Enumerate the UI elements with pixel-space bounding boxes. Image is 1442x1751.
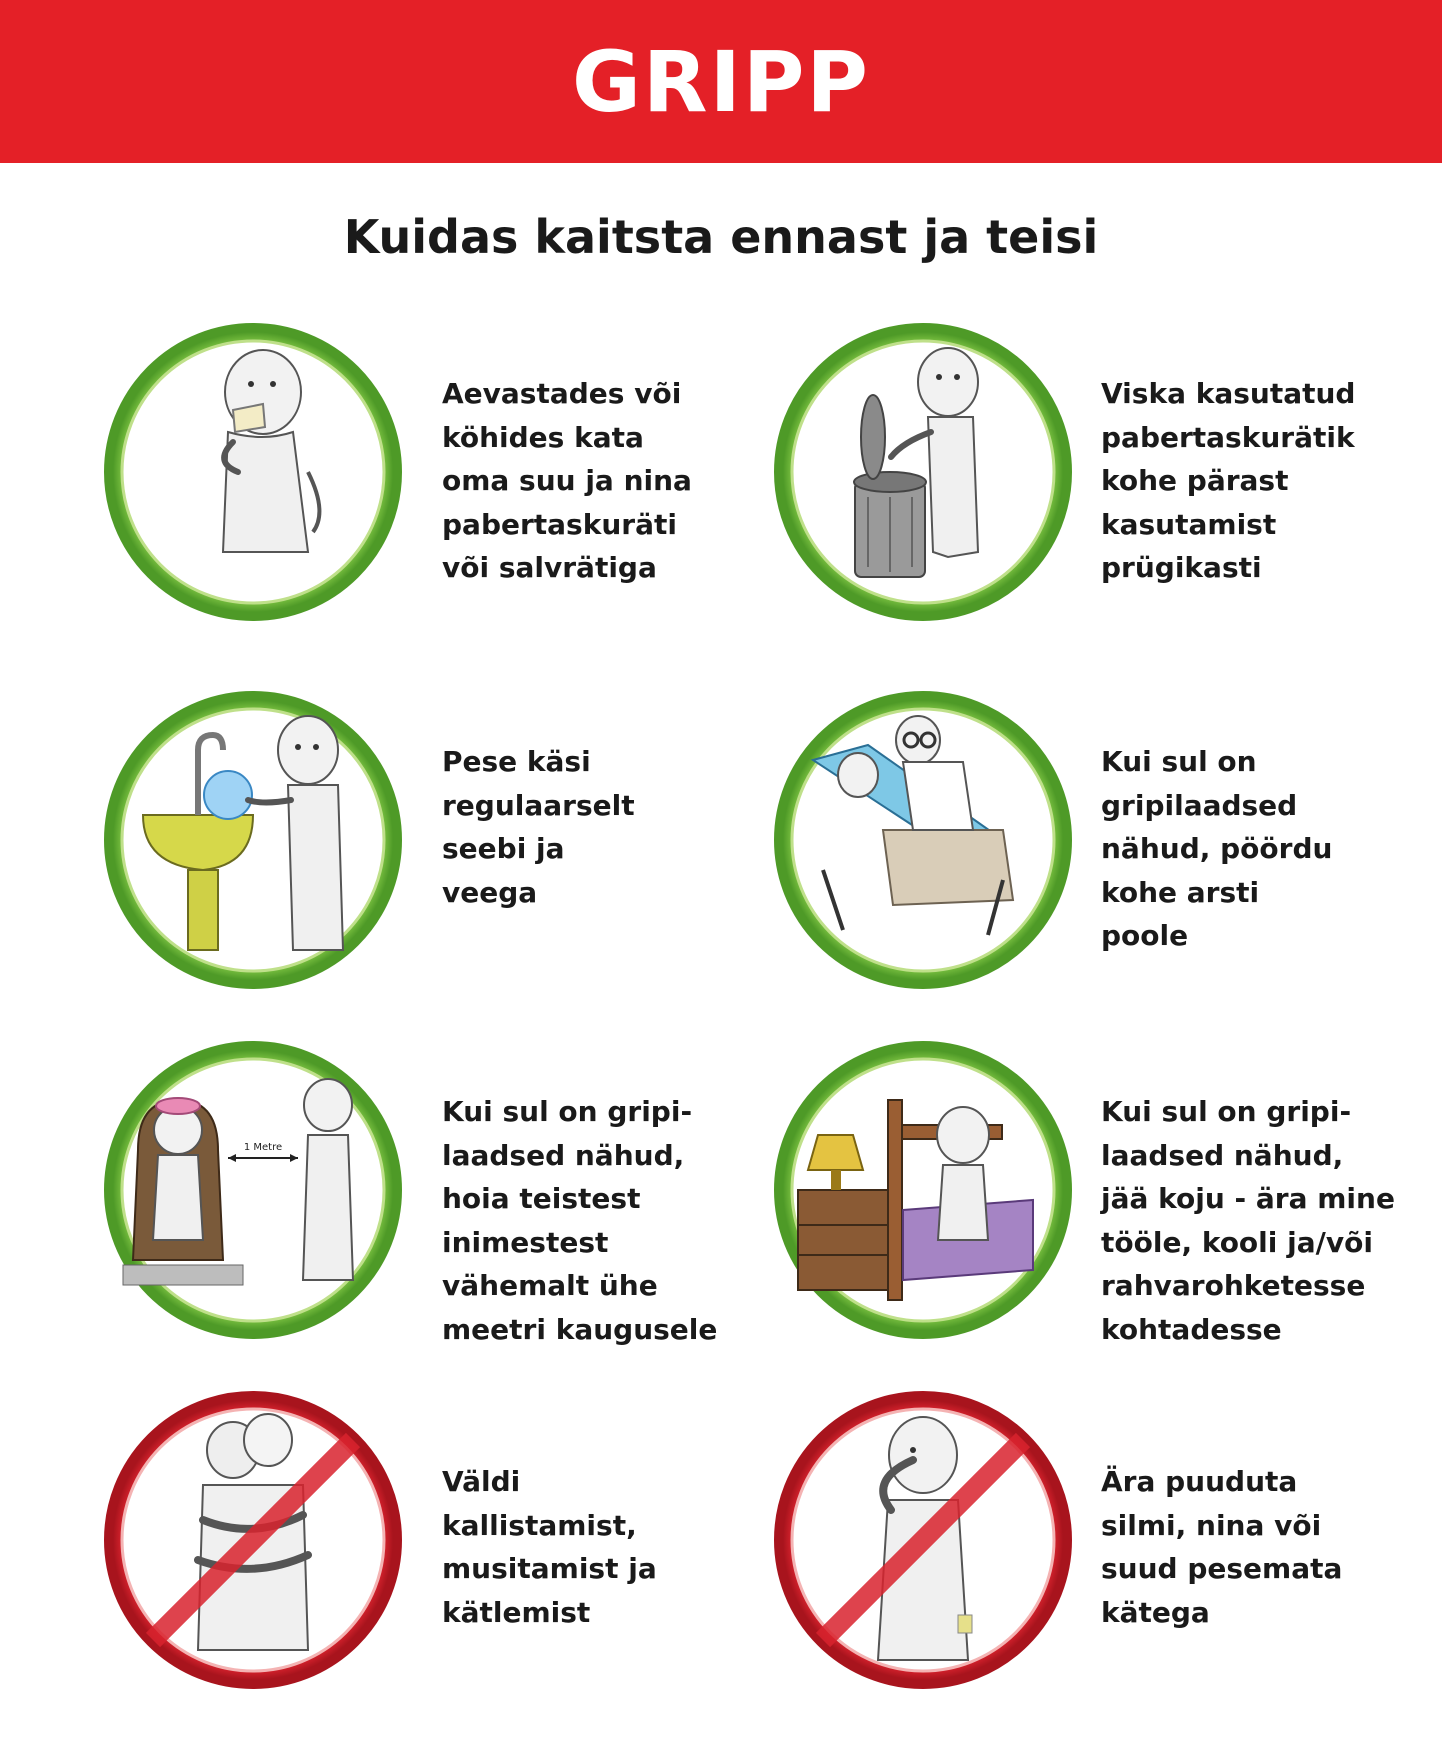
no-face-touching-icon (773, 1390, 1073, 1690)
trash-bin-icon (773, 322, 1073, 622)
tip-see-doctor (721, 690, 1442, 990)
page-title: GRIPP (571, 32, 870, 131)
tip-wash-hands (0, 690, 721, 990)
keep-distance-icon (103, 1040, 403, 1340)
tip-text: Viska kasutatud pabertaskurätik kohe pärast kasutamist prügikasti (1101, 377, 1356, 584)
tip-stay-home (721, 1040, 1442, 1346)
stay-home-icon (773, 1040, 1073, 1340)
tip-text: Aevastades või köhides kata oma suu ja nina pabertaskuräti või salvrätiga (442, 377, 692, 584)
tip-no-face-touching (721, 1390, 1442, 1690)
tip-keep-distance (0, 1040, 721, 1346)
tip-avoid-hugging (0, 1390, 721, 1690)
page-subtitle: Kuidas kaitsta ennast ja teisi (343, 210, 1099, 264)
tip-text: Kui sul on gripilaadsed nähud, pöördu kohe arsti poole (1101, 745, 1333, 952)
tip-text: Pese käsi regulaarselt seebi ja veega (442, 745, 635, 909)
distance-label: 1 Metre (243, 1142, 283, 1153)
tip-text: Ära puuduta silmi, nina või suud pesemata kätega (1101, 1465, 1343, 1629)
tip-text: Kui sul on gripi- laadsed nähud, jää koju - ära mine tööle, kooli ja/või rahvarohketesse kohtadesse (1101, 1095, 1395, 1346)
doctor-visit-icon (773, 690, 1073, 990)
tip-text: Kui sul on gripi- laadsed nähud, hoia teistest inimestest vähemalt ühe meetri kaugusele (442, 1095, 718, 1346)
header-banner (0, 0, 1442, 163)
tip-cover-cough (0, 322, 721, 622)
no-hugging-icon (103, 1390, 403, 1690)
hand-washing-icon (103, 690, 403, 990)
tip-dispose-tissue (721, 322, 1442, 622)
tip-text: Väldi kallistamist, musitamist ja kätlemist (442, 1465, 657, 1629)
tissue-cough-icon (103, 322, 403, 622)
